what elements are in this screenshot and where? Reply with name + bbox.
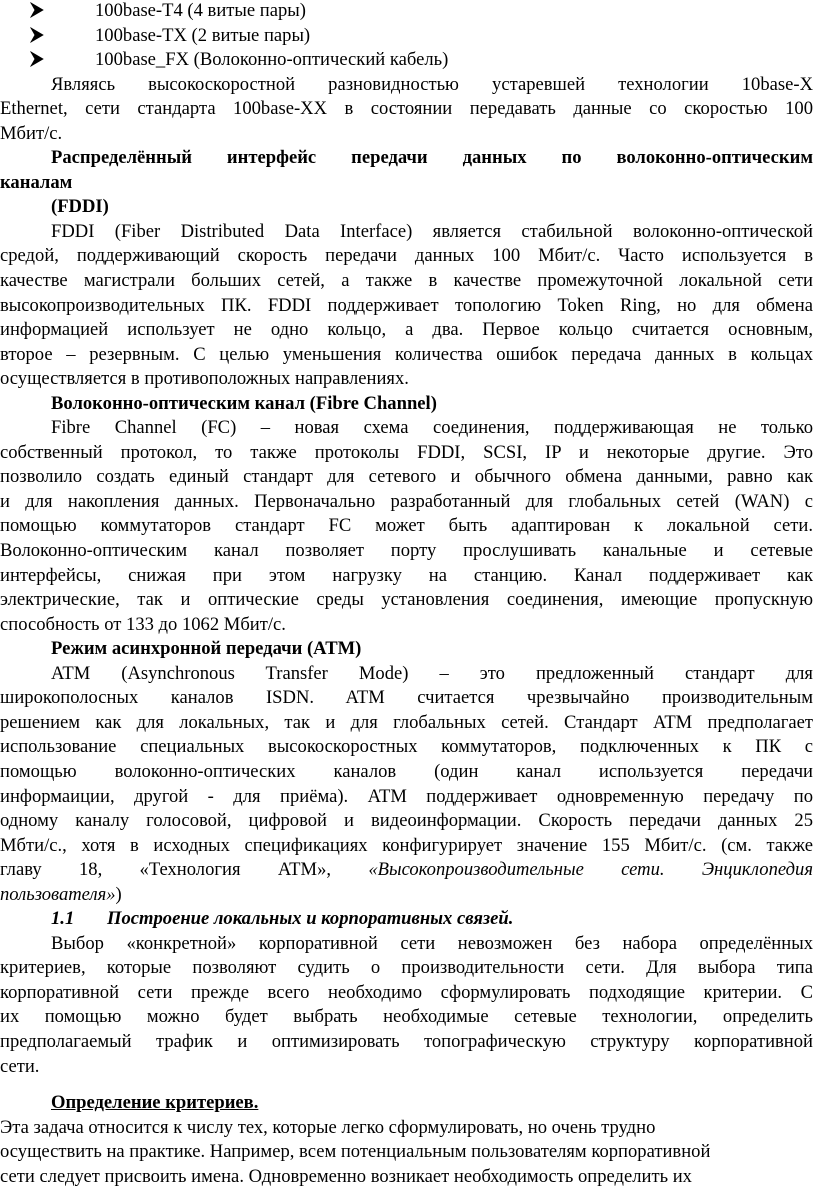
text-line: и для накопления данных. Первоначально разработанный для глобальных сетей (WAN) с [0,490,813,512]
arrowhead-bullet-icon [30,48,44,73]
heading-fddi [0,146,816,220]
list-item-text: 100base-TX (2 витые пары) [95,24,311,46]
heading-fibre-channel: Волоконно-оптическим канал (Fibre Channel) [51,392,437,414]
list-item-text: 100base-T4 (4 витые пары) [95,0,306,21]
arrowhead-bullet-icon [30,24,44,49]
text-line: Мбти/с., хотя в исходных спецификациях конфигурирует значение 155 Мбит/с. (см. также [0,834,813,856]
text-line: осуществляется в противоположных направлениях. [0,368,409,390]
text-line: интерфейсы, снижая при этом нагрузку на станцию. Канал поддерживает как [0,564,813,586]
text-line: собственный протокол, то также протоколы FDDI, SCSI, IP и некоторые другие. Это [0,441,813,463]
paragraph-fddi [0,220,816,392]
list-item [0,48,816,73]
text-line: FDDI (Fiber Distributed Data Interface) является стабильной волоконно-оптической [51,220,813,242]
text-line: Мбит/с. [0,122,63,144]
text-line: способность от 133 до 1062 Мбит/с. [0,613,286,635]
text-line: сети следует присвоить имена. Одновременно возникает необходимость определить их [0,1165,692,1187]
heading-criteria: Определение критериев. [51,1092,259,1114]
text-line: сети. [0,1055,40,1077]
text-line: их помощью можно будет выбрать необходимые сетевые технологии, определить [0,1006,813,1028]
bullet-list [0,0,816,73]
text-line: Ethernet, сети стандарта 100base-XX в состоянии передавать данные со скоростью 100 [0,98,813,120]
text-line: средой, поддерживающий скорость передачи данных 100 Мбит/с. Часто используется в [0,245,813,267]
text-line: качестве магистрали больших сетей, а также в качестве промежуточной локальной сети [0,270,813,292]
text-line: информаиции, другой - для приёма). ATM поддерживает одновременную передачу по [0,785,813,807]
list-item [0,24,816,49]
heading-atm: Режим асинхронной передачи (ATM) [51,638,362,660]
text-line-reference [0,883,813,908]
paragraph-criteria [0,1116,816,1189]
heading-abbreviation: (FDDI) [51,196,109,218]
text-line-reference [0,858,813,883]
text-line: ATM (Asynchronous Transfer Mode) – это предложенный стандарт для [51,662,813,684]
text-line: Волоконно-оптическим канал позволяет порту прослушивать канальные и сетевые [0,540,813,562]
text-line: корпоративной сети прежде всего необходимо сформулировать подходящие критерии. С [0,981,813,1003]
text-line: второе – резервным. С целью уменьшения количества ошибок передача данных в кольцах [0,343,813,365]
section-number: 1.1 [51,908,75,930]
section-heading [0,907,816,932]
paragraph-choice [0,932,816,1079]
text-line: критериев, которые позволяют судить о производительности сети. Для выбора типа [0,957,813,979]
text-line: позволило создать единый стандарт для сетевого и обычного обмена данными, равно как [0,466,813,488]
text-line: предполагаемый трафик и оптимизировать топографическую структуру корпоративной [0,1030,813,1052]
paragraph-atm [0,662,816,907]
text-line: Fibre Channel (FC) – новая схема соединения, поддерживающая не только [51,417,813,439]
section-title: Построение локальных и корпоративных связей. [107,908,514,930]
paragraph-fibre-channel [0,416,816,637]
arrowhead-bullet-icon [30,0,44,24]
reference-close: ) [115,883,122,905]
heading-line: Распределённый интерфейс передачи данных по волоконно-оптическим [51,147,813,169]
text-line: Являясь высокоскоростной разновидностью устаревшей технологии 10base-X [51,73,813,95]
text-line: Эта задача относится к числу тех, которые легко сформулировать, но очень трудно [0,1116,656,1138]
text-line: электрические, так и оптические среды установления соединения, имеющие пропускную [0,589,813,611]
text-line: помощью волоконно-оптических каналов (один канал используется передачи [0,760,813,782]
text-line: информацией использует не одно кольцо, а два. Первое кольцо считается основным, [0,319,813,341]
text-line: осуществить на практике. Например, всем потенциальным пользователям корпоративной [0,1141,711,1163]
reference-book-title: «Высокопроизводительные сети. Энциклопедия [368,859,813,881]
reference-book-title-end: пользователя» [0,883,116,905]
text-line: помощью коммутаторов стандарт FC может быть адаптирован к локальной сети. [0,515,813,537]
list-item-text: 100base_FX (Волоконно-оптический кабель) [95,49,449,71]
text-line: Выбор «конкретной» корпоративной сети невозможен без набора определённых [51,932,813,954]
reference-text: главу 18, «Технология ATM», [0,859,369,881]
text-line: широкополосных каналов ISDN. ATM считается чрезвычайно производительным [0,687,813,709]
paragraph-ethernet [0,73,816,147]
list-item [0,0,816,24]
text-line: одному каналу голосовой, цифровой и видеоинформации. Скорость передачи данных 25 [0,810,813,832]
heading-line: каналам [0,171,73,193]
text-line: высокопроизводительных ПК. FDDI поддерживает топологию Token Ring, но для обмена [0,294,813,316]
text-line: решением как для локальных, так и для глобальных сетей. Стандарт ATM предполагает [0,711,813,733]
text-line: использование специальных высокоскоростных коммутаторов, подключенных к ПК с [0,736,813,758]
